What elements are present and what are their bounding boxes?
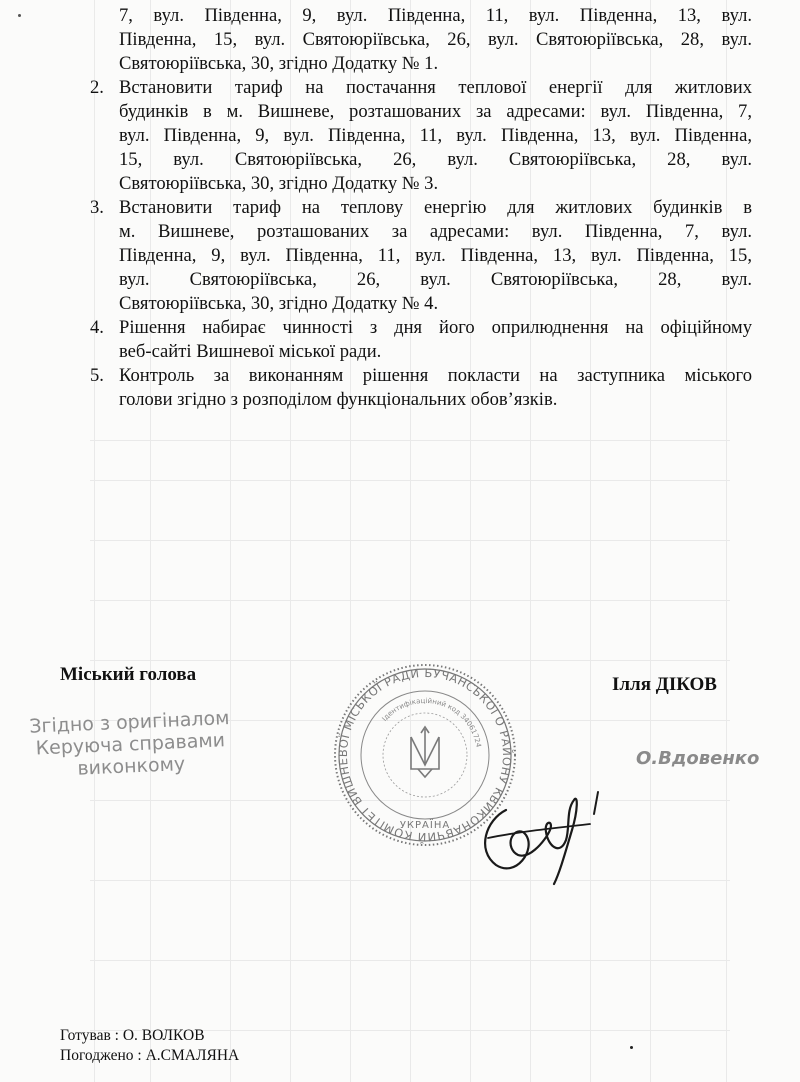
scan-speck xyxy=(18,14,21,17)
para1-line: 7, вул. Південна, 9, вул. Південна, 11, вул. Південна, 13, вул. xyxy=(119,5,752,26)
seal-outer-text: ВИКОНАВЧИЙ КОМІТЕТ ВИШНЕВОЇ МІСЬКОЇ РАДИ БУЧАНСЬКОГО РАЙОНУ КИЇВСЬКОЇ xyxy=(335,665,515,845)
stamp-line: Згідно з оригіналом xyxy=(28,707,230,738)
item-line: 15, вул. Святоюріївська, 26, вул. Святоюріївська, 28, вул. xyxy=(119,149,752,170)
stamp-line: Керуюча справами xyxy=(35,729,226,760)
item-line: вул. Південна, 9, вул. Південна, 11, вул. Південна, 13, вул. Південна, xyxy=(119,125,752,146)
item-number: 4. xyxy=(90,317,104,338)
item-line: Святоюріївська, 30, згідно Додатку № 4. xyxy=(119,293,439,314)
prepared-by: Готував : О. ВОЛКОВ xyxy=(60,1027,205,1044)
mayor-name: Ілля ДІКОВ xyxy=(612,674,717,695)
seal-bottom-text: УКРАЇНА xyxy=(399,820,451,831)
item-line: Встановити тариф на постачання теплової енергії для житлових xyxy=(119,77,752,98)
trident-icon xyxy=(411,727,439,777)
seal-inner-text: Ідентифікаційний код 34061724 xyxy=(380,696,483,749)
item-line: веб-сайті Вишневої міської ради. xyxy=(119,341,382,362)
handwritten-signature xyxy=(466,780,616,890)
item-line: вул. Святоюріївська, 26, вул. Святоюріївська, 28, вул. xyxy=(119,269,752,290)
stamp-line: виконкому xyxy=(76,753,186,780)
approved-by: Погоджено : А.СМАЛЯНА xyxy=(60,1047,240,1064)
item-number: 5. xyxy=(90,365,104,386)
item-line: Південна, 9, вул. Південна, 11, вул. Південна, 13, вул. Південна, 15, xyxy=(119,245,752,266)
item-line: Рішення набирає чинності з дня його оприлюднення на офіційному xyxy=(119,317,752,338)
para1-line: Південна, 15, вул. Святоюріївська, 26, вул. Святоюріївська, 28, вул. xyxy=(119,29,752,50)
scan-speck xyxy=(630,1046,633,1049)
item-line: голови згідно з розподілом функціональних обов’язків. xyxy=(119,389,558,410)
item-number: 2. xyxy=(90,77,104,98)
item-line: Встановити тариф на теплову енергію для житлових будинків в xyxy=(119,197,752,218)
item-line: будинків в м. Вишневе, розташованих за адресами: вул. Південна, 7, xyxy=(119,101,752,122)
mayor-title: Міський голова xyxy=(60,664,197,685)
para1-line: Святоюріївська, 30, згідно Додатку № 1. xyxy=(119,53,439,74)
initials-stamp: О.Вдовенко xyxy=(636,748,760,769)
item-line: Святоюріївська, 30, згідно Додатку № 3. xyxy=(119,173,439,194)
item-line: м. Вишневе, розташованих за адресами: вул. Південна, 7, вул. xyxy=(119,221,752,242)
item-line: Контроль за виконанням рішення покласти на заступника міського xyxy=(119,365,752,386)
copy-certification-stamp xyxy=(24,707,237,782)
item-number: 3. xyxy=(90,197,104,218)
